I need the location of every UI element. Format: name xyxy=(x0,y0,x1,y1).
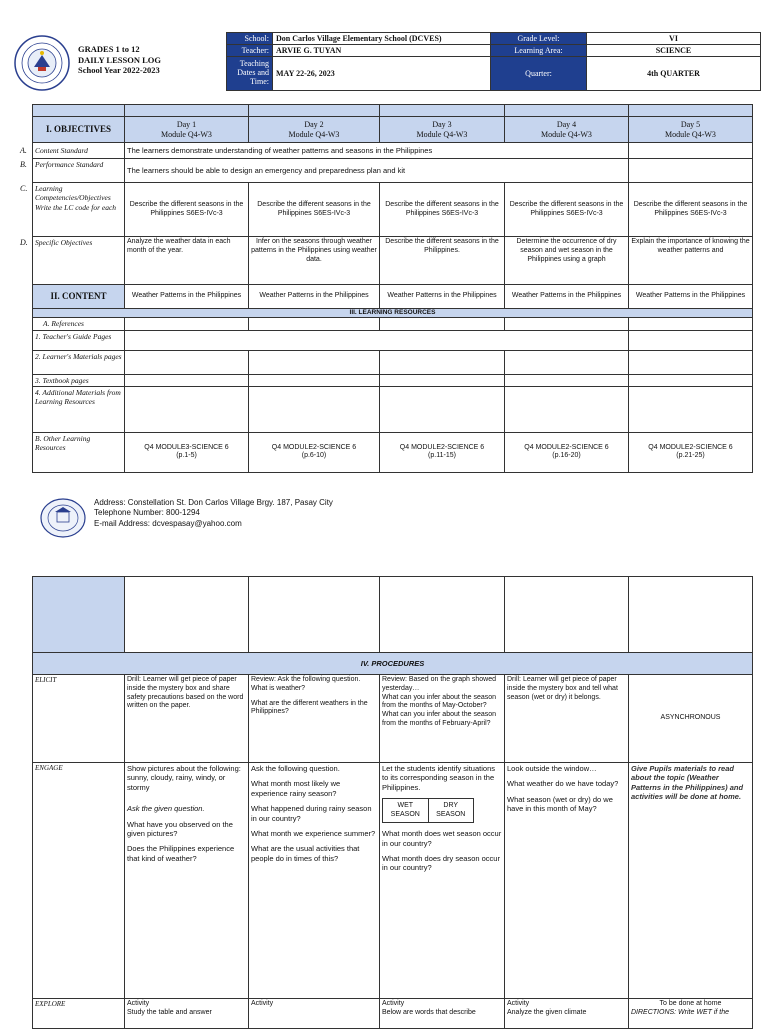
teacher-value: ARVIE G. TUYAN xyxy=(273,45,491,57)
specific-objective-cell: Infer on the seasons through weather patterns in the Philippines using weather data. xyxy=(249,237,380,285)
content-topic-cell: Weather Patterns in the Philippines xyxy=(125,285,249,309)
objectives-table xyxy=(20,104,753,473)
content-topic-cell: Weather Patterns in the Philippines xyxy=(505,285,629,309)
competency-cell: Describe the different seasons in the Philippines S6ES-IVc-3 xyxy=(125,183,249,237)
other-resources-label: B. Other Learning Resources xyxy=(33,432,125,472)
engage-day1: Show pictures about the following: sunny, cloudy, rainy, windy, or stormy Ask the given question. What have you observed on the given pictures? Does the Philippines experience that kind of weather? xyxy=(125,763,249,999)
elicit-day5: ASYNCHRONOUS xyxy=(629,675,753,763)
explore-day4: Activity Analyze the given climate xyxy=(505,999,629,1029)
day-header: Day 3 Module Q4-W3 xyxy=(380,117,505,143)
engage-day4: Look outside the window… What weather do we have today? What season (wet or dry) do we have in this month of May? xyxy=(505,763,629,999)
specific-objective-cell: Determine the occurrence of dry season and wet season in the Philippines using a graph xyxy=(505,237,629,285)
specific-objective-cell: Explain the importance of knowing the weather patterns and xyxy=(629,237,753,285)
competency-cell: Describe the different seasons in the Philippines S6ES-IVc-3 xyxy=(249,183,380,237)
engage-label: ENGAGE xyxy=(33,763,125,999)
lesson-log-header xyxy=(8,32,760,96)
school-label: School: xyxy=(227,33,273,45)
explore-day3: Activity Below are words that describe xyxy=(380,999,505,1029)
engage-day5: Give Pupils materials to read about the topic (Weather Patterns in the Philippines) and activities will be done at home. xyxy=(629,763,753,999)
explore-day2: Activity xyxy=(249,999,380,1029)
engage-day2: Ask the following question. What month most likely we experience rainy season? What happened during rainy season in our country? What month we experience summer? What are the usual activities that people do in times of this? xyxy=(249,763,380,999)
performance-standard-label: B. Performance Standard xyxy=(33,159,125,183)
specific-objectives-label: D. Specific Objectives xyxy=(33,237,125,285)
specific-objective-cell: Analyze the weather data in each month of the year. xyxy=(125,237,249,285)
procedures-heading: IV. PROCEDURES xyxy=(33,653,753,675)
procedures-table xyxy=(32,576,753,1029)
title-daily-lesson-log: DAILY LESSON LOG xyxy=(78,54,161,65)
grade-value: VI xyxy=(587,33,761,45)
other-resource-cell: Q4 MODULE2-SCIENCE 6 (p.11-15) xyxy=(380,432,505,472)
learning-resources-heading: III. LEARNING RESOURCES xyxy=(33,309,753,318)
elicit-day2: Review: Ask the following question. What is weather? What are the different weathers in the Philippines? xyxy=(249,675,380,763)
title-school-year: School Year 2022-2023 xyxy=(78,65,160,76)
explore-label: EXPLORE xyxy=(33,999,125,1029)
elicit-day3: Review: Based on the graph showed yesterday… What can you infer about the season from the months of May-October? What can you infer about the season from the months of February-April? xyxy=(380,675,505,763)
day-header: Day 1 Module Q4-W3 xyxy=(125,117,249,143)
footer-contact xyxy=(94,498,333,529)
content-topic-cell: Weather Patterns in the Philippines xyxy=(629,285,753,309)
competency-cell: Describe the different seasons in the Philippines S6ES-IVc-3 xyxy=(380,183,505,237)
other-resource-cell: Q4 MODULE2-SCIENCE 6 (p.16-20) xyxy=(505,432,629,472)
school-value: Don Carlos Village Elementary School (DCVES) xyxy=(273,33,491,45)
performance-standard-text: The learners should be able to design an emergency and preparedness plan and kit xyxy=(125,159,629,183)
elicit-day1: Drill: Learner will get piece of paper inside the mystery box and share safety precautions based on the word written on the paper. xyxy=(125,675,249,763)
day-header: Day 5 Module Q4-W3 xyxy=(629,117,753,143)
area-value: SCIENCE xyxy=(587,45,761,57)
teachers-guide-label: 1. Teacher's Guide Pages xyxy=(33,330,125,350)
dates-value: MAY 22-26, 2023 xyxy=(273,57,491,91)
engage-day3: Let the students identify situations to its corresponding season in the Philippines. WET SEASON DRY SEASON What month does wet season occur in our country? What month does dry season occur in our country? xyxy=(380,763,505,999)
content-standard-text: The learners demonstrate understanding of weather patterns and seasons in the Philippines xyxy=(125,143,629,159)
other-resource-cell: Q4 MODULE2-SCIENCE 6 (p.6-10) xyxy=(249,432,380,472)
school-footer xyxy=(40,496,400,544)
title-grades: GRADES 1 to 12 xyxy=(78,44,140,54)
textbook-pages-label: 3. Textbook pages xyxy=(33,374,125,386)
day-header: Day 4 Module Q4-W3 xyxy=(505,117,629,143)
content-topic-cell: Weather Patterns in the Philippines xyxy=(249,285,380,309)
content-topic-cell: Weather Patterns in the Philippines xyxy=(380,285,505,309)
season-mini-table xyxy=(382,798,474,823)
content-standard-label: A. Content Standard xyxy=(33,143,125,159)
school-seal-logo xyxy=(40,498,86,538)
learners-materials-label: 2. Learner's Materials pages xyxy=(33,350,125,374)
wet-season-header: WET SEASON xyxy=(383,799,429,823)
footer-email: E-mail Address: dcvespasay@yahoo.com xyxy=(94,518,242,528)
area-label: Learning Area: xyxy=(491,45,587,57)
day-header: Day 2 Module Q4-W3 xyxy=(249,117,380,143)
footer-telephone: Telephone Number: 800-1294 xyxy=(94,508,200,518)
quarter-label: Quarter: xyxy=(491,57,587,91)
school-info-table xyxy=(226,32,761,91)
specific-objective-cell: Describe the different seasons in the Philippines. xyxy=(380,237,505,285)
other-resource-cell: Q4 MODULE3-SCIENCE 6 (p.1-5) xyxy=(125,432,249,472)
elicit-day4: Drill: Learner will get piece of paper inside the mystery box and tell what season (wet or dry) it belongs. xyxy=(505,675,629,763)
footer-address: Address: Constellation St. Don Carlos Village Brgy. 187, Pasay City xyxy=(94,498,333,507)
grade-label: Grade Level: xyxy=(491,33,587,45)
quarter-value: 4th QUARTER xyxy=(587,57,761,91)
explore-day5: To be done at home DIRECTIONS: Write WET if the xyxy=(629,999,753,1029)
teacher-label: Teacher: xyxy=(227,45,273,57)
explore-day1: Activity Study the table and answer xyxy=(125,999,249,1029)
dates-label: Teaching Dates and Time: xyxy=(227,57,273,91)
references-label: A. References xyxy=(33,318,125,330)
other-resource-cell: Q4 MODULE2-SCIENCE 6 (p.21-25) xyxy=(629,432,753,472)
additional-materials-label: 4. Additional Materials from Learning Resources xyxy=(33,386,125,432)
competencies-label: C. Learning Competencies/Objectives Write the LC code for each xyxy=(33,183,125,237)
competency-cell: Describe the different seasons in the Philippines S6ES-IVc-3 xyxy=(629,183,753,237)
dry-season-header: DRY SEASON xyxy=(428,799,474,823)
deped-seal-logo xyxy=(14,35,70,91)
content-heading: II. CONTENT xyxy=(33,285,125,309)
elicit-label: ELICIT xyxy=(33,675,125,763)
lesson-log-title xyxy=(78,44,161,76)
competency-cell: Describe the different seasons in the Philippines S6ES-IVc-3 xyxy=(505,183,629,237)
objectives-heading: I. OBJECTIVES xyxy=(33,117,125,143)
